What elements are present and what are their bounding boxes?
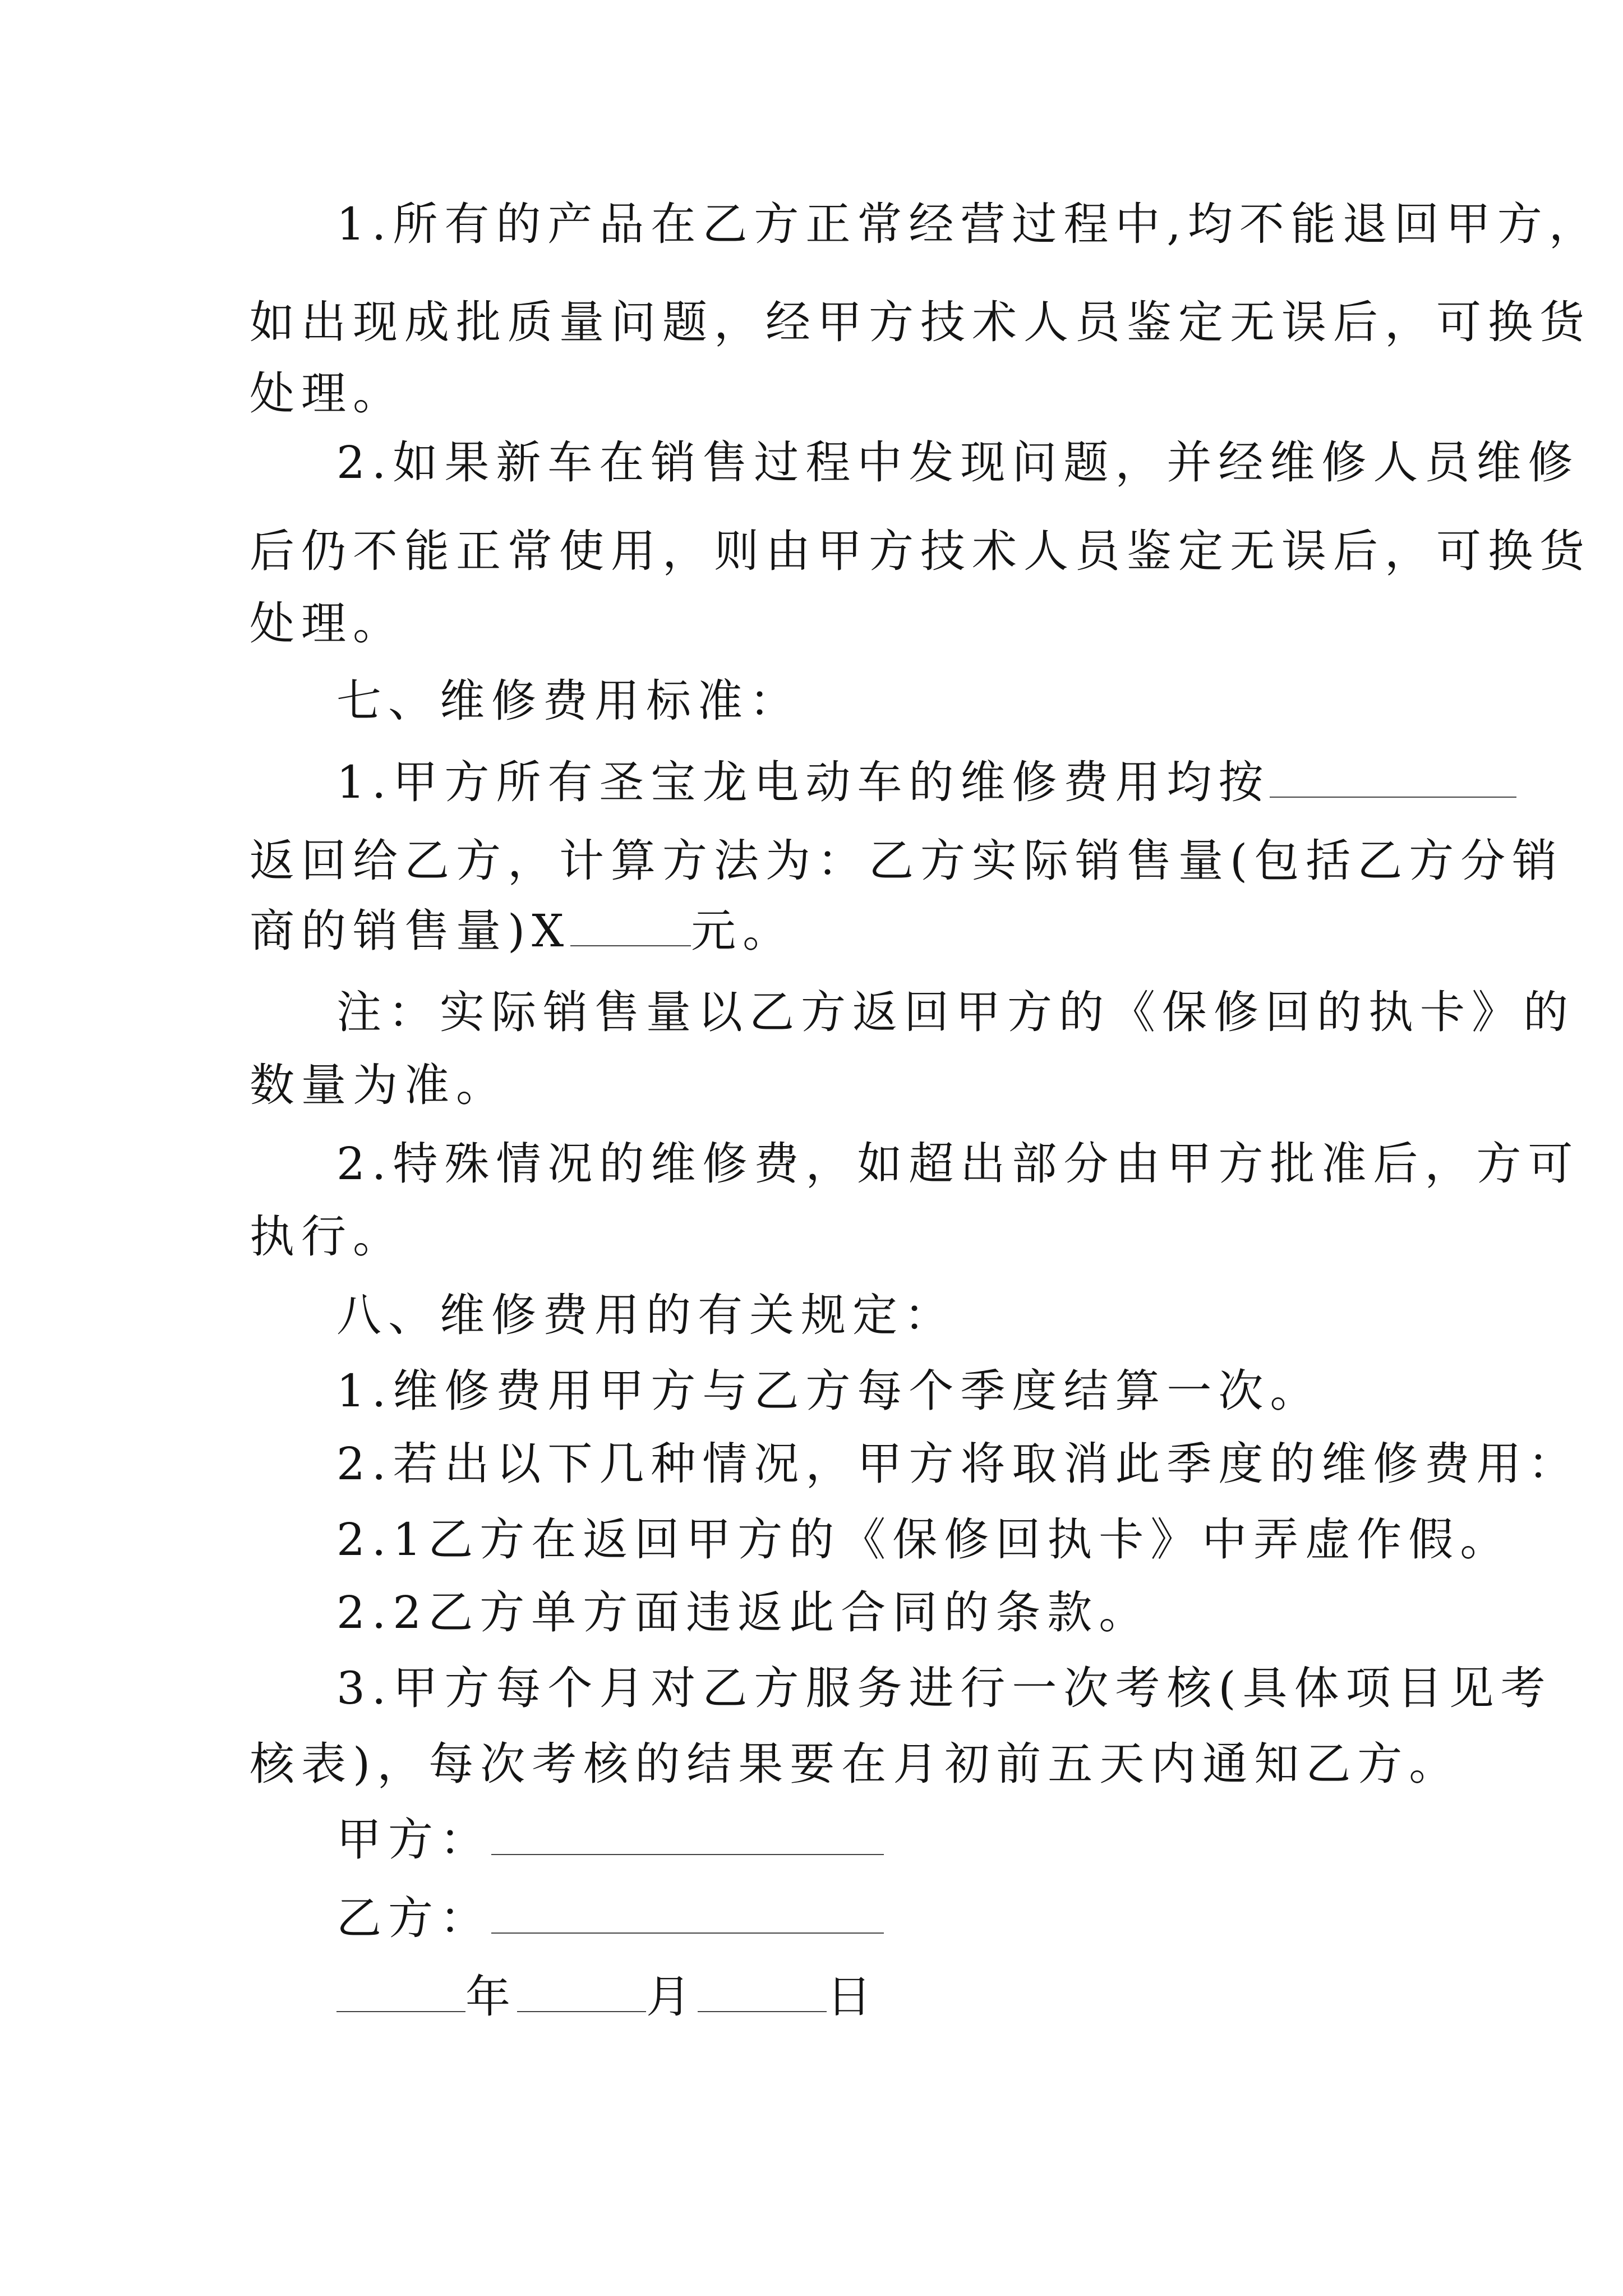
year-label: 年 (465, 1971, 517, 2023)
party-a-blank (491, 1814, 884, 1855)
fee-rate-blank (1270, 756, 1516, 798)
para-7-1-text: 1.甲方所有圣宝龙电动车的维修费用均按 (336, 756, 1270, 808)
para-6-1-line1: 1.所有的产品在乙方正常经营过程中,均不能退回甲方， (336, 198, 1601, 250)
day-blank (698, 1971, 827, 2012)
para-6-2-line3: 处理。 (250, 597, 404, 650)
para-7-2-line1: 2.特殊情况的维修费，如超出部分由甲方批准后，方可 (336, 1138, 1580, 1190)
party-b-label: 乙方： (336, 1892, 491, 1944)
para-7-1-line2: 返回给乙方，计算方法为：乙方实际销售量(包括乙方分销 (250, 835, 1564, 887)
para-6-1-line3: 处理。 (250, 367, 404, 420)
para-7-1-unit: 元。 (691, 905, 795, 957)
para-6-2-line2: 后仍不能正常使用，则由甲方技术人员鉴定无误后，可换货 (250, 525, 1591, 577)
party-b-blank (491, 1892, 884, 1934)
party-a-signature-line (336, 1806, 1438, 1874)
para-8-2-1: 2.1乙方在返回甲方的《保修回执卡》中弄虚作假。 (336, 1513, 1512, 1566)
para-8-2-2: 2.2乙方单方面违返此合同的条款。 (336, 1586, 1151, 1639)
para-7-1-line1 (336, 749, 1438, 816)
month-label: 月 (646, 1971, 698, 2023)
day-label: 日 (827, 1971, 878, 2023)
month-blank (517, 1971, 646, 2012)
section-8-heading: 八、维修费用的有关规定： (336, 1289, 956, 1341)
para-6-2-line1: 2.如果新车在销售过程中发现问题，并经维修人员维修 (336, 436, 1580, 489)
note-line2: 数量为准。 (250, 1059, 508, 1111)
para-8-3-line1: 3.甲方每个月对乙方服务进行一次考核(具体项目见考 (336, 1662, 1552, 1714)
party-b-signature-line (336, 1885, 1438, 1952)
year-blank (336, 1971, 465, 2012)
para-8-3-line2: 核表)，每次考核的结果要在月初前五天内通知乙方。 (250, 1738, 1461, 1790)
para-7-2-line2: 执行。 (250, 1211, 404, 1263)
note-line1: 注：实际销售量以乙方返回甲方的《保修回的执卡》的 (336, 986, 1575, 1038)
para-7-1-formula: 商的销售量)X (250, 905, 571, 957)
para-7-1-line3 (250, 898, 1438, 965)
para-8-1: 1.维修费用甲方与乙方每个季度结算一次。 (336, 1365, 1322, 1417)
para-8-2: 2.若出以下几种情况，甲方将取消此季度的维修费用： (336, 1438, 1580, 1490)
section-7-heading: 七、维修费用标准： (336, 675, 801, 727)
para-6-1-line2: 如出现成批质量问题，经甲方技术人员鉴定无误后，可换货 (250, 296, 1591, 348)
unit-price-blank (570, 905, 691, 946)
party-a-label: 甲方： (336, 1814, 491, 1866)
date-line (336, 1963, 1438, 2031)
